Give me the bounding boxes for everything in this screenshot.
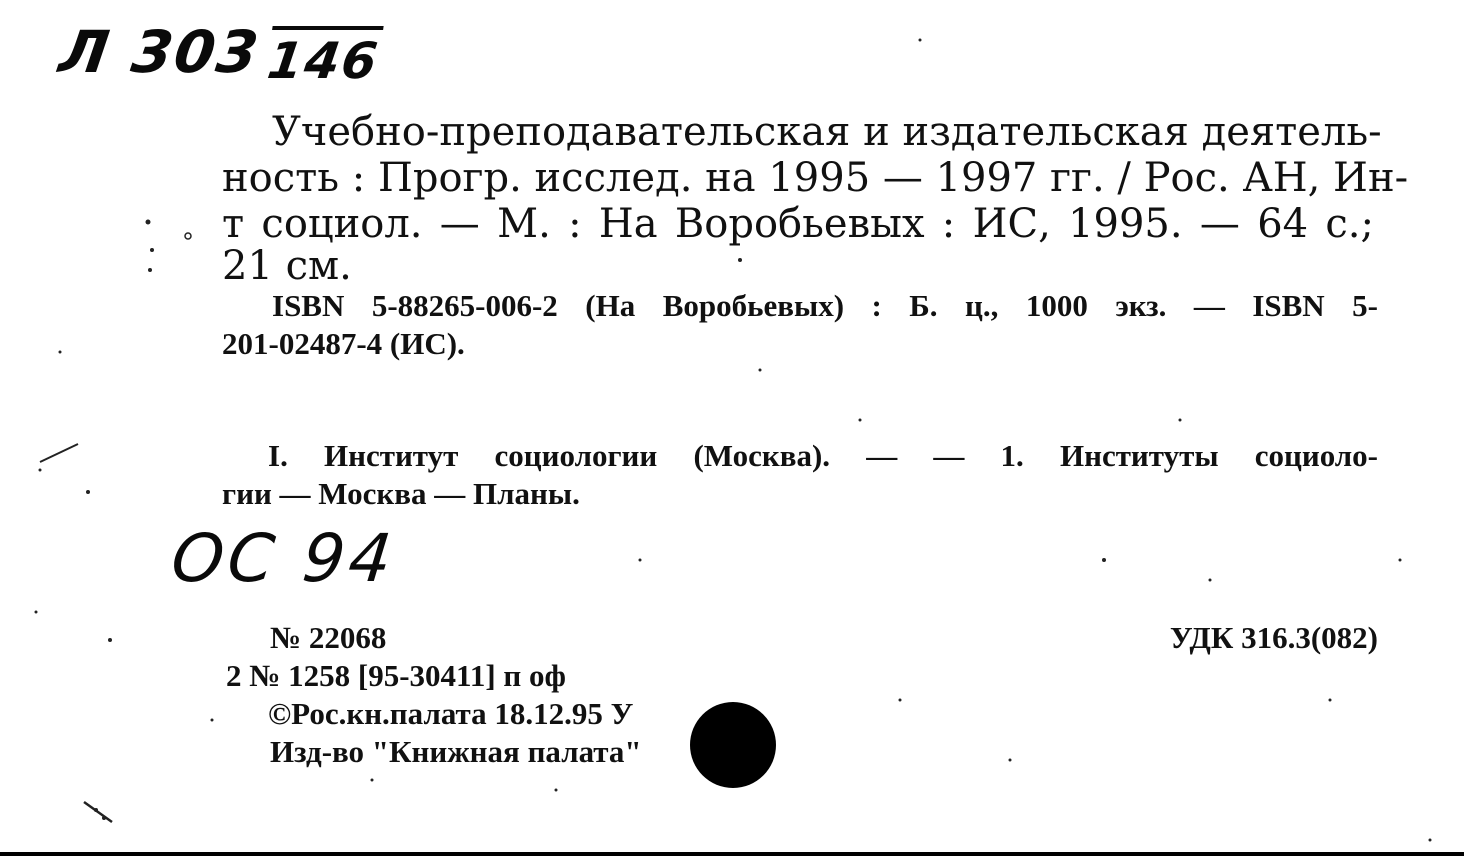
subject-line-1: I. Институт социологии (Москва). — — 1. Институты социоло-	[268, 438, 1378, 473]
subject-line-2: гии — Москва — Планы.	[222, 476, 580, 511]
shelfmark-subnumber: 146	[264, 26, 383, 90]
shelfmark-number: Л 303	[55, 18, 265, 86]
description-line-2: ность : Прогр. исслед. на 1995 — 1997 гг. / Рос. АН, Ин-	[222, 155, 1409, 201]
publisher-line: Изд-во "Книжная палата"	[270, 734, 642, 769]
record-number: № 22068	[270, 620, 387, 655]
handwritten-classmark: ОС 94	[167, 520, 400, 597]
description-line-4: 21 см.	[222, 243, 352, 289]
order-line: 2 № 1258 [95-30411] п оф	[226, 658, 566, 693]
isbn-line-1: ISBN 5-88265-006-2 (На Воробьевых) : Б. ц., 1000 экз. — ISBN 5-	[272, 288, 1378, 323]
description-line-3: т социол. — М. : На Воробьевых : ИС, 1995. — 64 с.;	[222, 201, 1374, 247]
isbn-line-2: 201-02487-4 (ИС).	[222, 326, 465, 361]
ink-blot	[690, 702, 776, 788]
handwritten-shelfmark	[55, 18, 384, 90]
description-line-1: Учебно-преподавательская и издательская деятель-	[272, 109, 1382, 155]
copyright-line: ©Рос.кн.палата 18.12.95 У	[268, 696, 634, 731]
card-bottom-edge	[0, 852, 1464, 856]
udk-code: УДК 316.3(082)	[1169, 620, 1378, 655]
